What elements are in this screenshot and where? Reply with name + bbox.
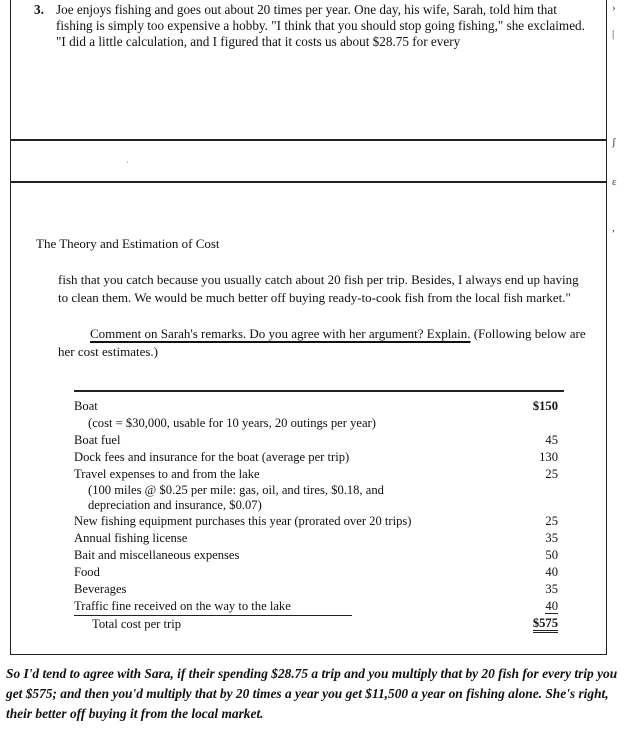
continuation-paragraph: fish that you catch because you usually catch about 20 fish per trip. Besides, I always end up having to clean them. We would be much better off buying ready-to-cook fish from the local fish market." (58, 272, 579, 305)
row-value: 40 (545, 599, 558, 613)
student-answer: So I'd tend to agree with Sara, if their spending $28.75 a trip and you multiply that by 20 fish for every trip you get $575; and then you'd multiply that by 20 times a year you get $11,500 a year on fishing alone. She's right, their better off buying it from the local market. (6, 666, 618, 721)
row-label: Travel expenses to and from the lake (74, 467, 260, 481)
row-label: Traffic fine received on the way to the lake (74, 599, 291, 613)
table-row (74, 564, 564, 581)
row-label: Food (74, 565, 100, 579)
row-value: 130 (539, 450, 558, 464)
table-row (74, 513, 564, 530)
prompt-rest: (Following below are her cost estimates.) (58, 326, 586, 359)
table-total-row (74, 615, 564, 633)
table-row (74, 530, 564, 547)
row-label: Annual fishing license (74, 531, 188, 545)
table-row (74, 449, 564, 466)
blank-answer-box (10, 140, 607, 182)
row-label: Boat fuel (74, 433, 121, 447)
table-row (74, 598, 564, 615)
row-value: 35 (545, 531, 558, 545)
prompt-paragraph (58, 325, 586, 361)
table-row (74, 581, 564, 598)
row-value: 25 (545, 467, 558, 481)
total-value: $575 (533, 616, 558, 633)
table-row (74, 398, 564, 432)
scan-speck: · (126, 158, 129, 167)
row-value: 25 (545, 514, 558, 528)
row-value: 35 (545, 582, 558, 596)
row-label: Boat (74, 399, 98, 413)
row-label: Beverages (74, 582, 127, 596)
prompt-underlined: Comment on Sarah's remarks. Do you agree with her argument? Explain. (90, 326, 471, 341)
table-row (74, 432, 564, 449)
row-sublabel: (cost = $30,000, usable for 10 years, 20 outings per year) (88, 416, 376, 430)
chapter-heading: The Theory and Estimation of Cost (36, 236, 220, 251)
question-text: Joe enjoys fishing and goes out about 20 times per year. One day, his wife, Sarah, told him that fishing is simply too expensive a hobby. "I think that you should stop going fishing," she exclaimed. "I did a little calculation, and I figured that it costs us about $28.75 for every (56, 2, 585, 49)
total-label: Total cost per trip (74, 615, 352, 633)
row-label: New fishing equipment purchases this year (prorated over 20 trips) (74, 514, 412, 528)
margin-marks: › | ʃ ɛ , (612, 2, 617, 234)
row-value: 40 (545, 565, 558, 579)
question-number: 3. (34, 2, 44, 17)
row-value: 50 (545, 548, 558, 562)
cost-table (74, 390, 564, 633)
row-sublabel: (100 miles @ $0.25 per mile: gas, oil, and tires, $0.18, and depreciation and insurance, $0.07) (88, 483, 384, 512)
row-label: Bait and miscellaneous expenses (74, 548, 240, 562)
row-value: $150 (532, 399, 558, 413)
table-row (74, 547, 564, 564)
row-label: Dock fees and insurance for the boat (average per trip) (74, 450, 350, 464)
row-value: 45 (545, 433, 558, 447)
table-row (74, 466, 564, 513)
question-3 (34, 2, 594, 50)
